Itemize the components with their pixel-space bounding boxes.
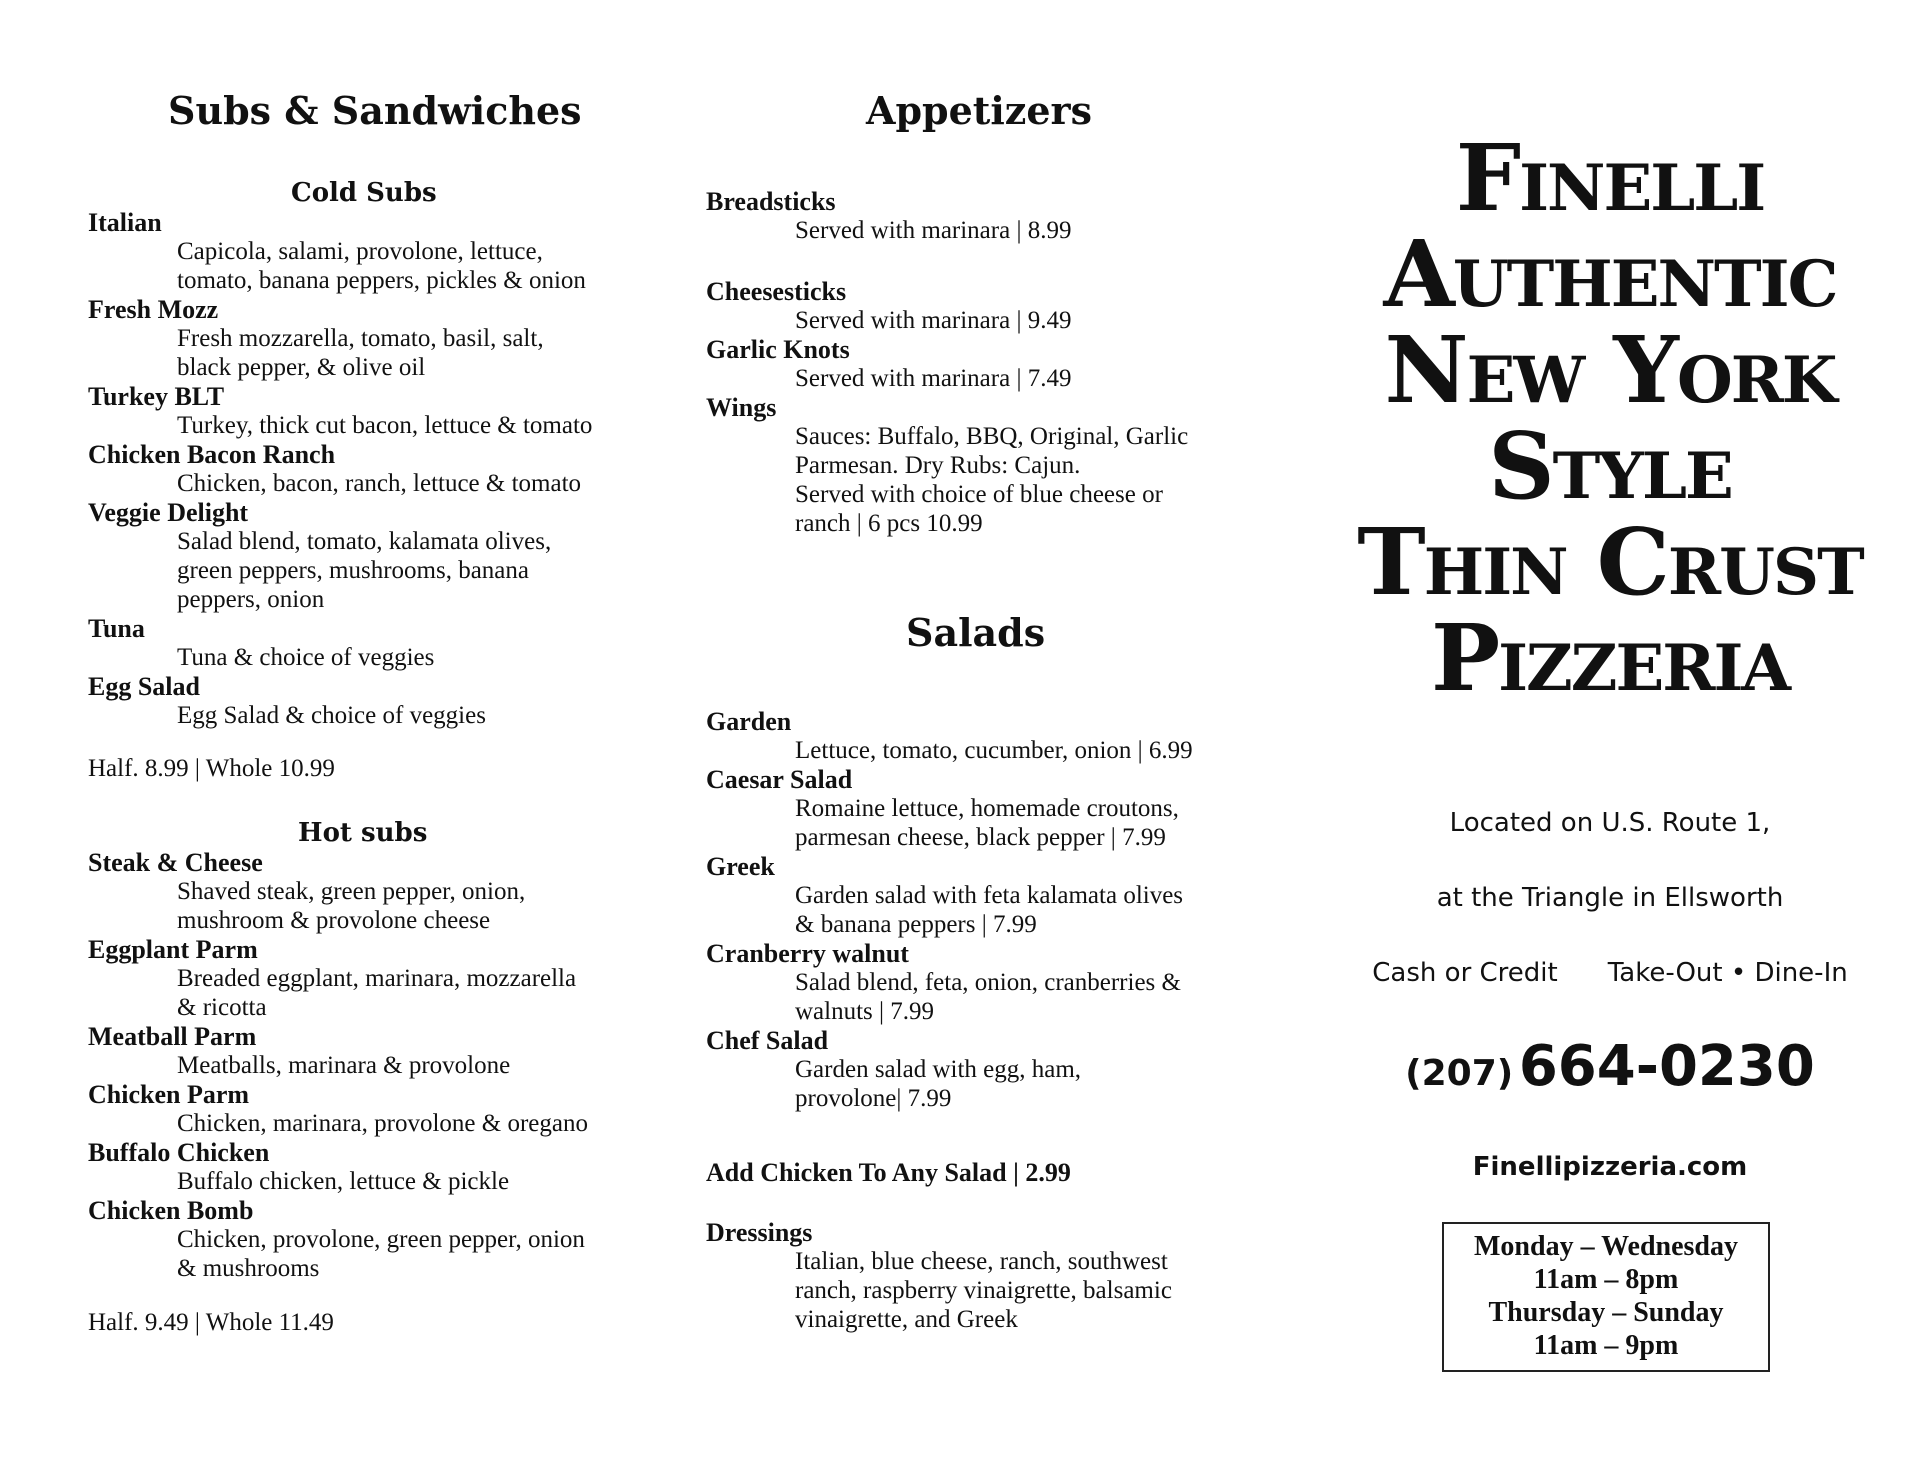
service-text: Take-Out • Dine-In: [1607, 958, 1848, 988]
subs-section-title: Subs & Sandwiches: [168, 88, 582, 133]
menu-item-desc: Fresh mozzarella, tomato, basil, salt, black pepper, & olive oil: [177, 325, 544, 381]
appetizer-item-breadsticks: [706, 187, 1071, 245]
menu-item-desc: Served with marinara | 8.99: [795, 217, 1072, 244]
menu-item-name: Chicken Bacon Ranch: [88, 440, 336, 469]
menu-item-name: Buffalo Chicken: [88, 1138, 270, 1167]
menu-item-desc: Chicken, provolone, green pepper, onion & mushrooms: [177, 1226, 585, 1282]
menu-item-desc: Served with marinara | 7.49: [795, 365, 1072, 392]
menu-item-name: Veggie Delight: [88, 498, 249, 527]
menu-item-desc: Garden salad with egg, ham, provolone| 7.99: [795, 1056, 1082, 1112]
menu-item-name: Fresh Mozz: [88, 295, 219, 324]
menu-item-name: Greek: [706, 852, 775, 881]
menu-item-desc: Sauces: Buffalo, BBQ, Original, Garlic Parmesan. Dry Rubs: Cajun. Served with choice of blue cheese or ranch | 6 pcs 10.99: [795, 423, 1189, 537]
brand-line: Finelli: [1455, 124, 1765, 232]
website-link[interactable]: Finellipizzeria.com: [1472, 1152, 1748, 1182]
menu-item-desc: Salad blend, feta, onion, cranberries & walnuts | 7.99: [795, 969, 1181, 1025]
payment-text: Cash or Credit: [1372, 958, 1558, 988]
brand-title: [1340, 124, 1880, 712]
menu-item-desc: Tuna & choice of veggies: [177, 644, 435, 671]
menu-item-name: Cranberry walnut: [706, 939, 909, 968]
hours-days: Monday – Wednesday: [1474, 1231, 1738, 1262]
menu-item-name: Caesar Salad: [706, 765, 853, 794]
menu-item-name: Tuna: [88, 614, 145, 643]
menu-item-name: Cheesesticks: [706, 277, 847, 306]
menu-item-name: Chicken Bomb: [88, 1196, 254, 1225]
location-line-2: at the Triangle in Ellsworth: [1436, 883, 1784, 913]
menu-item-name: Garlic Knots: [706, 335, 850, 364]
cold-subs-title: Cold Subs: [291, 178, 437, 208]
location-line-1: Located on U.S. Route 1,: [1449, 808, 1771, 838]
menu-item-name: Eggplant Parm: [88, 935, 258, 964]
menu-item-desc: Egg Salad & choice of veggies: [177, 702, 486, 729]
hot-subs-list: [88, 848, 588, 1283]
menu-item-name: Breadsticks: [706, 187, 836, 216]
menu-item-desc: Chicken, bacon, ranch, lettuce & tomato: [177, 470, 582, 497]
cold-subs-price: Half. 8.99 | Whole 10.99: [88, 755, 335, 782]
hot-subs-price: Half. 9.49 | Whole 11.49: [88, 1309, 334, 1336]
menu-item-name: Garden: [706, 707, 792, 736]
phone-area-code: (207): [1405, 1053, 1514, 1094]
menu-item-desc: Shaved steak, green pepper, onion, mushroom & provolone cheese: [177, 878, 526, 934]
hours-box: [1442, 1222, 1770, 1372]
appetizers-section-title: Appetizers: [866, 88, 1092, 133]
salads-section-title: Salads: [906, 610, 1046, 655]
menu-item-desc: Chicken, marinara, provolone & oregano: [177, 1110, 588, 1137]
menu-item-name: Steak & Cheese: [88, 848, 263, 877]
menu-item-name: Italian: [88, 208, 162, 237]
brand-line: New York: [1384, 316, 1836, 424]
menu-item-name: Meatball Parm: [88, 1022, 257, 1051]
menu-item-desc: Meatballs, marinara & provolone: [177, 1052, 511, 1079]
hours-days: Thursday – Sunday: [1488, 1297, 1724, 1328]
dressings-desc: Italian, blue cheese, ranch, southwest ranch, raspberry vinaigrette, balsamic vinaigrette, and Greek: [795, 1248, 1172, 1333]
payment-service-line: [1340, 958, 1880, 988]
menu-item-name: Turkey BLT: [88, 382, 225, 411]
hours-time: 11am – 9pm: [1533, 1330, 1679, 1361]
phone-main-number: 664-0230: [1518, 1034, 1815, 1099]
menu-item-desc: Breaded eggplant, marinara, mozzarella & ricotta: [177, 965, 577, 1021]
menu-item-desc: Buffalo chicken, lettuce & pickle: [177, 1168, 510, 1195]
menu-item-name: Egg Salad: [88, 672, 200, 701]
menu-item-name: Chicken Parm: [88, 1080, 250, 1109]
add-chicken-note: Add Chicken To Any Salad | 2.99: [706, 1158, 1071, 1187]
hot-subs-title: Hot subs: [298, 818, 428, 848]
brand-line: Style: [1488, 412, 1732, 520]
brand-line: Pizzeria: [1430, 604, 1790, 712]
appetizer-list: [706, 277, 1188, 538]
menu-item-desc: Capicola, salami, provolone, lettuce, tomato, banana peppers, pickles & onion: [177, 238, 586, 294]
menu-item-desc: Garden salad with feta kalamata olives & banana peppers | 7.99: [795, 882, 1184, 938]
dressings-title: Dressings: [706, 1218, 813, 1247]
brand-line: Thin Crust: [1357, 508, 1863, 616]
phone-number[interactable]: [1340, 1034, 1880, 1099]
brand-line: Authentic: [1383, 220, 1837, 328]
dressings-block: [706, 1218, 1172, 1334]
menu-item-name: Wings: [706, 393, 777, 422]
menu-item-desc: Turkey, thick cut bacon, lettuce & tomato: [177, 412, 593, 439]
menu-item-name: Chef Salad: [706, 1026, 829, 1055]
menu-item-desc: Served with marinara | 9.49: [795, 307, 1072, 334]
salads-list: [706, 707, 1193, 1113]
menu-item-desc: Romaine lettuce, homemade croutons, parmesan cheese, black pepper | 7.99: [795, 795, 1179, 851]
hours-time: 11am – 8pm: [1533, 1264, 1679, 1295]
menu-item-desc: Lettuce, tomato, cucumber, onion | 6.99: [795, 737, 1193, 764]
menu-item-desc: Salad blend, tomato, kalamata olives, green peppers, mushrooms, banana peppers, onion: [177, 528, 552, 613]
cold-subs-list: [88, 208, 592, 730]
